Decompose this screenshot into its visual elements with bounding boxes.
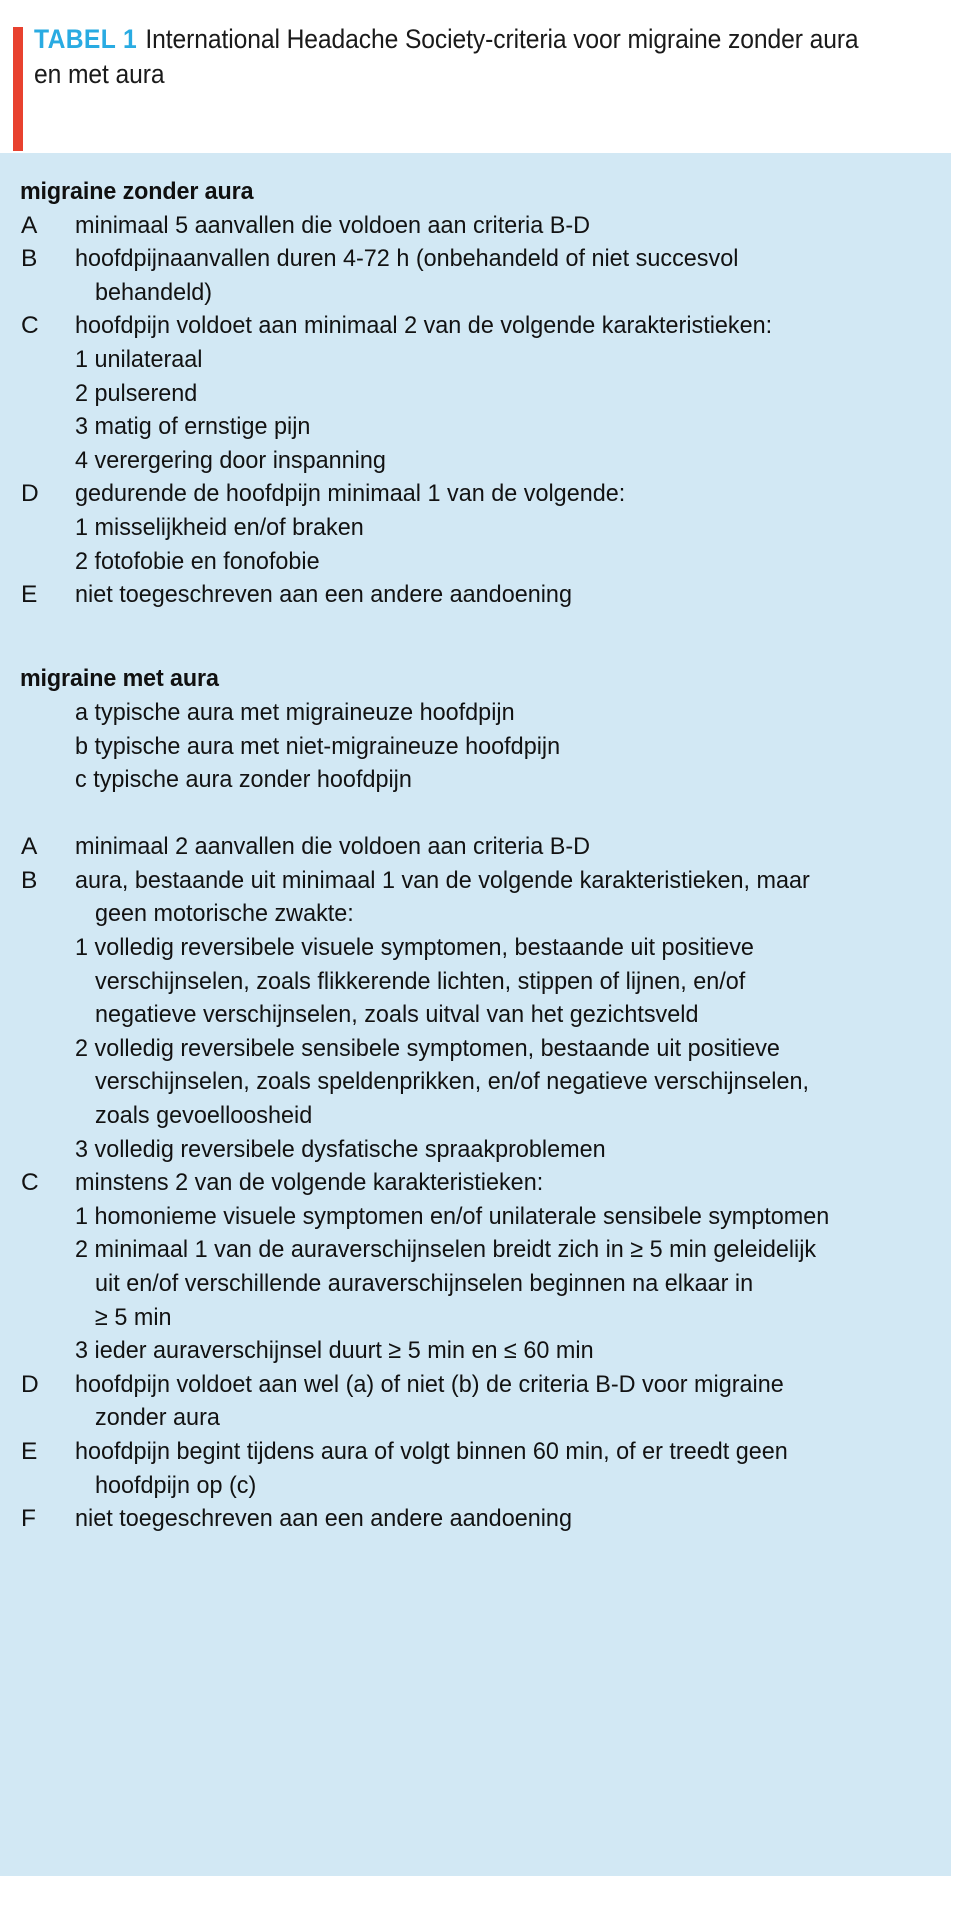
criterion-continuation-row [0,1469,951,1503]
criterion-text: geen motorische zwakte: [95,900,354,928]
criterion-text: hoofdpijn begint tijdens aura of volgt binnen 60 min, of er treedt geen [75,1437,788,1465]
criterion-text: minstens 2 van de volgende karakteristieken: [75,1169,544,1197]
criterion-row [0,242,951,276]
sub-criterion-continuation-row [0,1301,951,1335]
page-title: International Headache Society-criteria voor migraine zonder aura en met aura [34,24,859,89]
criterion-row [0,1368,951,1402]
criterion-text: hoofdpijn voldoet aan minimaal 2 van de volgende karakteristieken: [75,312,773,340]
sub-criterion-text: 1 volledig reversibele visuele symptomen, bestaande uit positieve [75,934,754,962]
criterion-text: hoofdpijn voldoet aan wel (a) of niet (b) de criteria B-D voor migraine [75,1370,784,1398]
sub-criterion-row [0,1233,951,1267]
sub-criterion-continuation-row [0,965,951,999]
criterion-row [0,578,951,612]
aura-subtype-row [0,763,951,797]
criteria-list [0,153,951,1536]
criterion-letter: B [21,866,38,894]
sub-criterion-text: 2 pulserend [75,379,198,407]
sub-criterion-row [0,1334,951,1368]
criterion-text: aura, bestaande uit minimaal 1 van de volgende karakteristieken, maar [75,866,810,894]
sub-criterion-row [0,444,951,478]
aura-subtype-row [0,730,951,764]
sub-criterion-row [0,1133,951,1167]
criterion-text: niet toegeschreven aan een andere aandoening [75,581,572,609]
sub-criterion-text: 1 homonieme visuele symptomen en/of unilaterale sensibele symptomen [75,1202,830,1230]
sub-criterion-row [0,410,951,444]
criterion-letter: F [21,1505,36,1533]
aura-subtype-text: a typische aura met migraineuze hoofdpijn [75,698,515,726]
criterion-row [0,864,951,898]
sub-criterion-text: verschijnselen, zoals flikkerende lichten, stippen of lijnen, en/of [95,967,746,995]
criterion-row [0,830,951,864]
sub-criterion-text: 4 verergering door inspanning [75,446,386,474]
figure-header [0,0,959,153]
row-spacer [0,797,951,831]
sub-criterion-text: uit en/of verschillende auraverschijnselen beginnen na elkaar in [95,1270,754,1297]
criterion-letter: E [21,1437,38,1465]
sub-criterion-text: zoals gevoelloosheid [95,1102,313,1130]
criterion-text: minimaal 2 aanvallen die voldoen aan criteria B-D [75,833,591,861]
criteria-panel [0,153,951,1876]
sub-criterion-text: 2 fotofobie en fonofobie [75,547,320,575]
section-heading: migraine met aura [19,665,219,693]
sub-criterion-text: 3 ieder auraverschijnsel duurt ≥ 5 min en ≤ 60 min [75,1337,594,1365]
criterion-letter: B [21,245,38,273]
criterion-letter: C [21,1169,39,1197]
accent-bar [13,27,23,151]
criterion-continuation-row [0,276,951,310]
criterion-letter: A [21,211,38,239]
criterion-letter: A [21,833,38,861]
criterion-text: minimaal 5 aanvallen die voldoen aan criteria B-D [75,211,591,239]
criterion-text: gedurende de hoofdpijn minimaal 1 van de volgende: [75,480,626,508]
aura-subtype-text: c typische aura zonder hoofdpijn [75,766,412,794]
criterion-text: zonder aura [95,1404,220,1432]
criterion-letter: C [21,312,39,340]
sub-criterion-text: 3 matig of ernstige pijn [75,413,311,441]
sub-criterion-text: verschijnselen, zoals speldenprikken, en/of negatieve verschijnselen, [95,1068,810,1096]
sub-criterion-row [0,931,951,965]
criterion-row [0,1435,951,1469]
criterion-continuation-row [0,897,951,931]
criterion-row [0,1502,951,1536]
sub-criterion-text: ≥ 5 min [95,1303,172,1331]
sub-criterion-text: 2 minimaal 1 van de auraverschijnselen breidt zich in ≥ 5 min geleidelijk [75,1236,817,1264]
sub-criterion-row [0,1032,951,1066]
sub-criterion-text: 3 volledig reversibele dysfatische spraakproblemen [75,1135,606,1163]
section-spacer [0,612,951,646]
aura-subtype-text: b typische aura met niet-migraineuze hoofdpijn [75,732,561,760]
sub-criterion-continuation-row [0,1267,951,1301]
criterion-text: niet toegeschreven aan een andere aandoening [75,1505,572,1533]
criterion-text: hoofdpijn op (c) [95,1471,257,1499]
sub-criterion-row [0,511,951,545]
sub-criterion-continuation-row [0,1099,951,1133]
criterion-row [0,309,951,343]
aura-subtype-row [0,696,951,730]
criterion-text: hoofdpijnaanvallen duren 4-72 h (onbehandeld of niet succesvol [75,245,739,273]
criterion-row [0,209,951,243]
sub-criterion-text: 1 unilateraal [75,345,203,373]
criterion-continuation-row [0,1401,951,1435]
sub-criterion-row [0,545,951,579]
table-number-label: TABEL 1 [34,24,138,54]
criterion-row [0,477,951,511]
sub-criterion-row [0,1200,951,1234]
figure-caption [34,22,871,92]
sub-criterion-continuation-row [0,998,951,1032]
sub-criterion-continuation-row [0,1065,951,1099]
criterion-letter: D [21,1370,39,1398]
criterion-letter: D [21,480,39,508]
criterion-row [0,1166,951,1200]
criterion-text: behandeld) [95,278,213,306]
section-spacer [0,645,951,662]
section-heading: migraine zonder aura [19,178,254,205]
criterion-letter: E [21,581,38,609]
sub-criterion-row [0,377,951,411]
sub-criterion-row [0,343,951,377]
sub-criterion-text: negatieve verschijnselen, zoals uitval van het gezichtsveld [95,1001,699,1029]
sub-criterion-text: 1 misselijkheid en/of braken [75,513,364,541]
sub-criterion-text: 2 volledig reversibele sensibele symptomen, bestaande uit positieve [75,1034,780,1062]
